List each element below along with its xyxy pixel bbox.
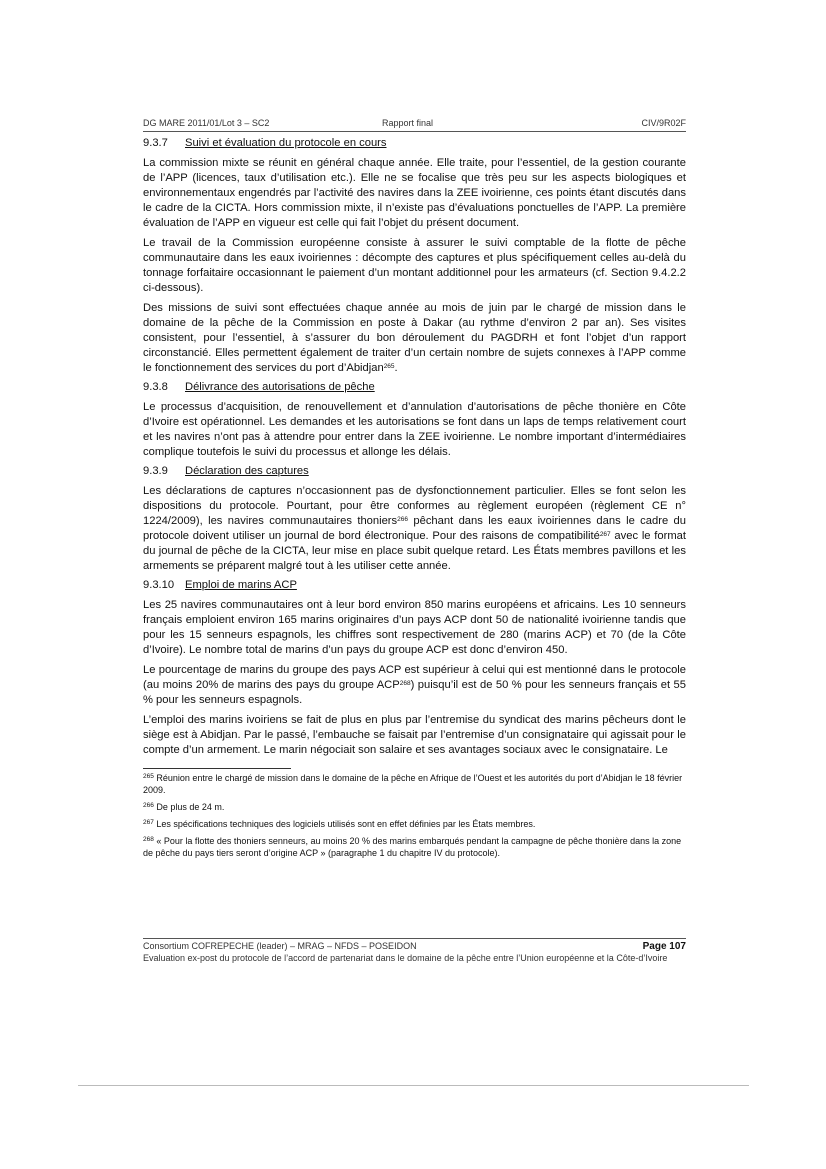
footnote-ref: 267: [599, 531, 611, 538]
header-left: DG MARE 2011/01/Lot 3 – SC2: [143, 118, 270, 128]
page-number: Page 107: [642, 941, 686, 952]
paragraph: [143, 663, 686, 708]
paragraph: Des missions de suivi sont effectuées chaque année au mois de juin par le chargé de mission dans le domaine de la pêche de la Commission en poste à Dakar (au rythme d’environ 2 par an). Ses visites consistent, pour l’essentiel, à s’assurer du bon déroulement du PAGDRH et font l’objet d’un rapport circonstancié. Elles permettent également de traiter d’un certain nombre de sujets connexes à l’APP comme le fonctionnement des services du port d’Abidjan$^{265}$.: [143, 302, 686, 374]
section-heading-937: [143, 136, 686, 151]
paragraph-text: Les déclarations de captures n’occasionnent pas de dysfonctionnement particulier. Elles se font selon les dispositions du protocole. Pourtant, pour être conformes au règlement européen (règlement CE n° 1224/2009), les navires communautaires thoniers: [143, 485, 686, 527]
section-number: 9.3.9: [143, 465, 168, 477]
paragraph: La commission mixte se réunit en général chaque année. Elle traite, pour l’essentiel, de la gestion courante de l’APP (licences, taux d’utilisation etc.). Elle ne se focalise que très peu sur les aspects biologiques et environnementaux engendrés par l’activité des navires dans la ZEE ivoirienne, ces points étant discutés dans le cadre de la CICTA. Hors commission mixte, il n’existe pas d’évaluations ponctuelles de l’APP. La première évaluation de l’APP en vigueur est celle qui fait l’objet du présent document.: [143, 157, 686, 229]
paragraph: Les 25 navires communautaires ont à leur bord environ 850 marins européens et africains. Les 10 senneurs français emploient environ 165 marins originaires d’un pays ACP dont 50 de nationalité ivoirienne tandis que pour les 15 senneurs espagnols, les chiffres sont respectivement de 280 (marins ACP) et 70 (de la Côte d’Ivoire). Le nombre total de marins d’un pays du groupe ACP est donc d’environ 450.: [143, 599, 686, 656]
section-heading-939: [143, 464, 686, 479]
footnote-separator: [143, 768, 291, 769]
section-number: 9.3.7: [143, 137, 168, 149]
footnote: [143, 818, 686, 830]
paragraph: Le processus d’acquisition, de renouvellement et d’annulation d’autorisations de pêche thonière en Côte d’Ivoire est opérationnel. Les demandes et les autorisations se font dans un laps de temps relativement court et les navires n’ont pas à attendre pour entrer dans la ZEE ivoirienne. Le nombre important d’intermédiaires complique toutefois le suivi du processus et allonge les délais.: [143, 401, 686, 458]
header-right: CIV/9R02F: [641, 118, 686, 128]
section-heading-9310: [143, 578, 686, 593]
footnote-number: 265: [143, 773, 154, 780]
paragraph-text: Le pourcentage de marins du groupe des pays ACP est supérieur à celui qui est mentionné dans le protocole (au moins 20% de marins des pays du groupe ACP: [143, 664, 686, 691]
paragraph-text: avec le format du journal de pêche de la CICTA, leur mise en place subit quelque retard. Les États membres pavillons et les armements se préparent malgré tout à les utiliser cette année.: [143, 530, 686, 572]
paragraph-text: pêchant dans les eaux ivoiriennes dans le cadre du protocole doivent utiliser un journal de bord électronique. Pour des raisons de compatibilité: [143, 515, 686, 542]
document-page: [143, 117, 686, 859]
footnote: [143, 835, 686, 859]
footnote-ref: 266: [397, 516, 408, 523]
footnote-number: 266: [143, 802, 154, 809]
section-title: Emploi de marins ACP: [185, 579, 297, 591]
footnote-number: 268: [143, 836, 154, 843]
paragraph: [143, 484, 686, 574]
footnote: [143, 772, 686, 796]
footnote-ref: 268: [399, 680, 411, 687]
page-bottom-divider: [78, 1085, 749, 1086]
paragraph: Le travail de la Commission européenne consiste à assurer le suivi comptable de la flotte de pêche communautaire dans les eaux ivoiriennes : décompte des captures et plus spécifiquement celles au-delà du tonnage forfaitaire occasionnant le paiement d’un montant additionnel pour les armateurs (cf. Section 9.4.2.2 ci-dessous).: [143, 237, 686, 294]
footnote-text: « Pour la flotte des thoniers senneurs, au moins 20 % des marins embarqués pendant la campagne de pêche thonière dans la zone de pêche du pays tiers seront d’origine ACP » (paragraphe 1 du chapitre IV du protocole).: [143, 836, 682, 858]
paragraph-text: Des missions de suivi sont effectuées chaque année au mois de juin par le chargé de mission dans le domaine de la pêche de la Commission en poste à Dakar (au rythme d’environ 2 par an). Ses visites consistent, pour l’essentiel, à s’assurer du bon déroulement du PAGDRH et font l’objet d’un rapport circonstancié. Elles permettent également de traiter d’un certain nombre de sujets connexes à l’APP comme le fonctionnement des services du port d’Abidjan: [143, 302, 686, 374]
section-heading-938: [143, 380, 686, 395]
paragraph: L’emploi des marins ivoiriens se fait de plus en plus par l’entremise du syndicat des marins pêcheurs dont le siège est à Abidjan. Par le passé, l’embauche se faisait par l’entremise d’un consignataire qui agissait pour le compte d’un armement. Le marin négociait son salaire et ses avantages sociaux avec le consignataire. Le: [143, 714, 686, 756]
footnote-ref: 265: [383, 363, 395, 370]
section-title: Déclaration des captures: [185, 465, 309, 477]
section-number: 9.3.8: [143, 381, 168, 393]
footer-document-title: Evaluation ex-post du protocole de l’accord de partenariat dans le domaine de la pêche entre l’Union européenne et la Côte-d’Ivoire: [143, 953, 668, 963]
running-header: [143, 117, 686, 132]
footnote-text: Les spécifications techniques des logiciels utilisés sont en effet définies par les États membres.: [153, 819, 536, 829]
section-title: Délivrance des autorisations de pêche: [185, 381, 375, 393]
paragraph-text: ) puisqu’il est de 50 % pour les senneurs français et 55 % pour les senneurs espagnols.: [143, 679, 686, 706]
section-title: Suivi et évaluation du protocole en cours: [185, 137, 387, 149]
footer-consortium: Consortium COFREPECHE (leader) – MRAG – NFDS – POSEIDON: [143, 941, 417, 951]
footnote-text: Réunion entre le chargé de mission dans le domaine de la pêche en Afrique de l’Ouest et les autorités du port d’Abidjan le 18 février 2009.: [143, 773, 683, 795]
footnote-text: De plus de 24 m.: [153, 802, 225, 812]
header-center: Rapport final: [382, 118, 434, 128]
footnote-number: 267: [143, 819, 154, 826]
footnote: [143, 801, 686, 813]
running-footer: [143, 938, 686, 964]
section-number: 9.3.10: [143, 579, 175, 591]
